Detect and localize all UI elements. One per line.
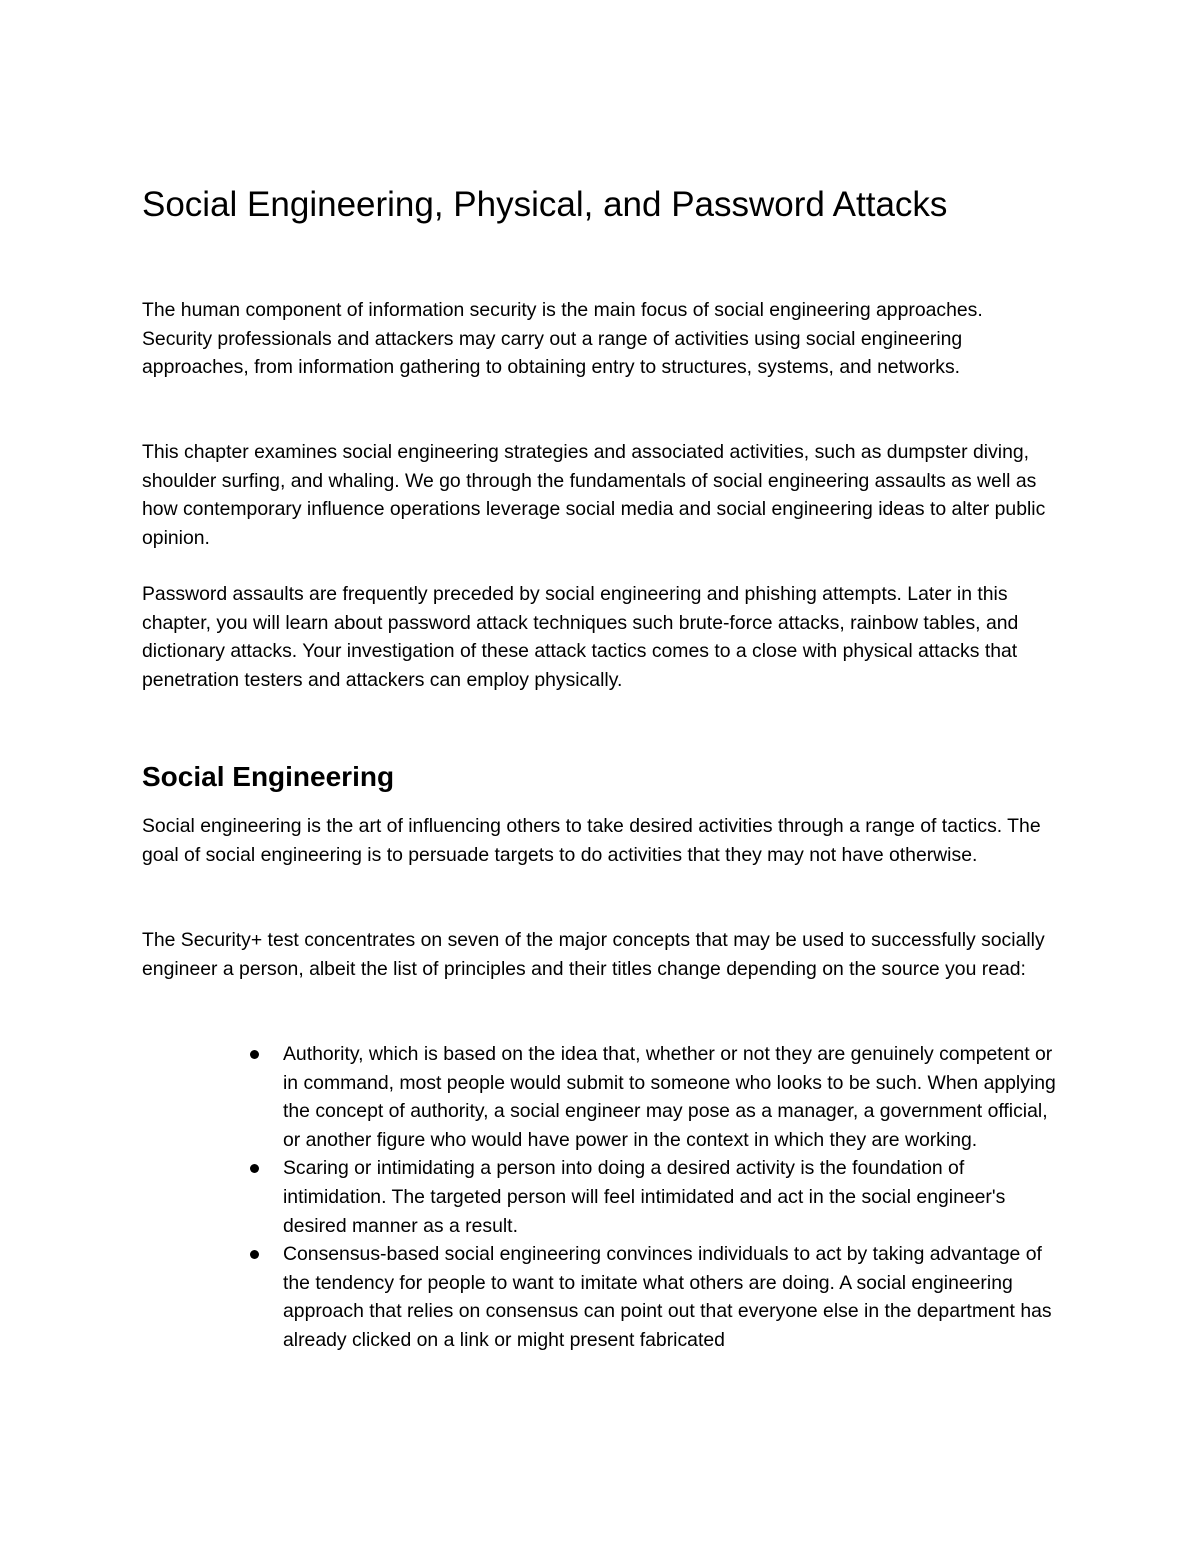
- intro-paragraph-2: This chapter examines social engineering strategies and associated activities, such as dumpster diving, shoulder surfing, and whaling. We go through the fundamentals of social engineering assaults as well as how contemporary influence operations leverage social media and social engineering ideas to alter public opinion.: [142, 441, 1046, 549]
- section-heading: Social Engineering: [142, 761, 395, 792]
- list-item: [242, 1154, 1062, 1240]
- section-paragraph-2: The Security+ test concentrates on seven of the major concepts that may be used to successfully socially engineer a person, albeit the list of principles and their titles change depending on the source you read:: [142, 929, 1045, 980]
- principles-list: [242, 1040, 1062, 1355]
- list-item: [242, 1240, 1062, 1354]
- intro-paragraph-3: Password assaults are frequently preceded by social engineering and phishing attempts. Later in this chapter, you will learn about password attack techniques such brute-force attacks, rainbow tables, and dictionary attacks. Your investigation of these attack tactics comes to a close with physical attacks that penetration testers and attackers can employ physically.: [142, 583, 1019, 691]
- bullet-icon: [250, 1250, 259, 1259]
- list-item-text: Scaring or intimidating a person into doing a desired activity is the foundation of intimidation. The targeted person will feel intimidated and act in the social engineer's desired manner as a result.: [283, 1157, 1006, 1237]
- section-paragraph-1: Social engineering is the art of influencing others to take desired activities through a range of tactics. The goal of social engineering is to persuade targets to do activities that they may not have otherwise.: [142, 815, 1041, 866]
- bullet-icon: [250, 1164, 259, 1173]
- list-item-text: Authority, which is based on the idea that, whether or not they are genuinely competent or in command, most people would submit to someone who looks to be such. When applying the concept of authority, a social engineer may pose as a manager, a government official, or another figure who would have power in the context in which they are working.: [283, 1043, 1056, 1151]
- bullet-icon: [250, 1050, 259, 1059]
- intro-paragraph-1: The human component of information security is the main focus of social engineering approaches. Security professionals and attackers may carry out a range of activities using social engineering approaches, from information gathering to obtaining entry to structures, systems, and networks.: [142, 299, 983, 379]
- document-title: Social Engineering, Physical, and Password Attacks: [142, 185, 948, 224]
- list-item-text: Consensus-based social engineering convinces individuals to act by taking advantage of the tendency for people to want to imitate what others are doing. A social engineering approach that relies on consensus can point out that everyone else in the department has already clicked on a link or might present fabricated: [283, 1243, 1052, 1351]
- list-item: [242, 1040, 1062, 1154]
